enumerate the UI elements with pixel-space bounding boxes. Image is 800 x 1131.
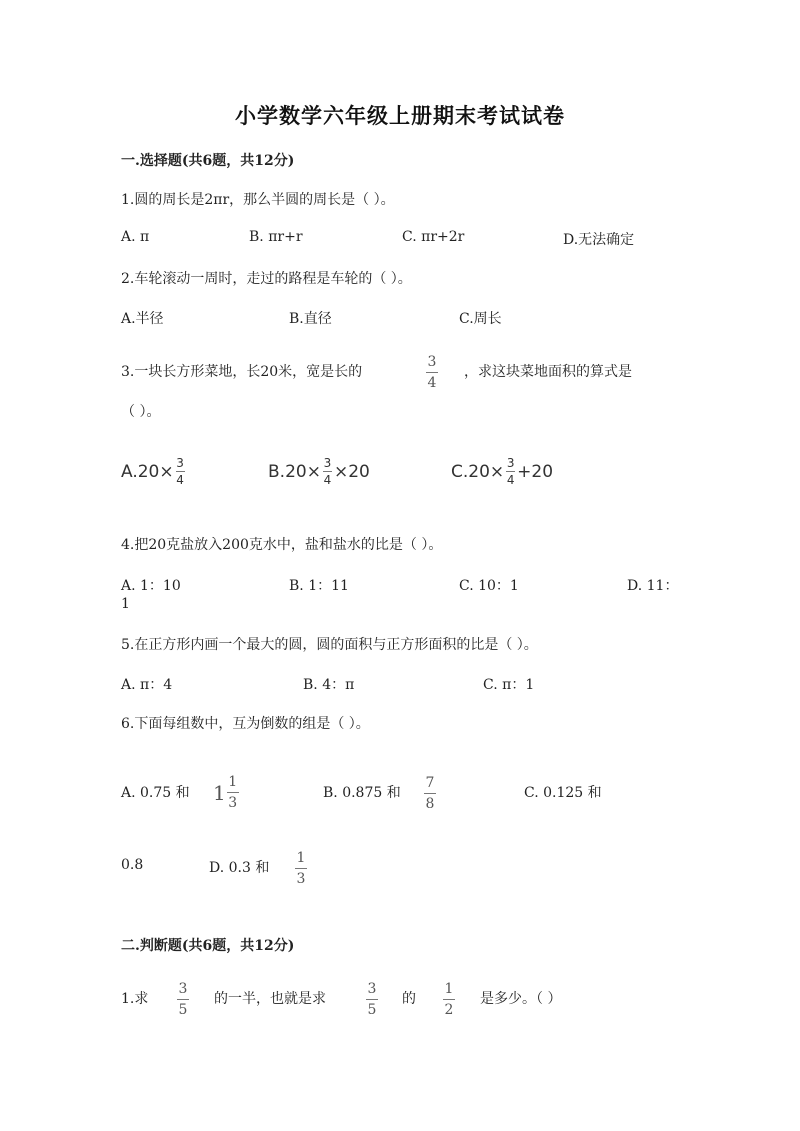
q2-option-c: C.周长 bbox=[459, 311, 502, 327]
fraction-bar bbox=[295, 868, 307, 869]
s2-q1-fraction-3 bbox=[443, 982, 455, 1017]
question-1-text: 1.圆的周长是2πr，那么半圆的周长是（ ）。 bbox=[121, 192, 395, 208]
fraction-denominator: 2 bbox=[444, 1002, 454, 1018]
fraction-numerator: 3 bbox=[427, 354, 437, 370]
fraction-numerator: 1 bbox=[444, 981, 454, 997]
fraction-denominator: 4 bbox=[506, 473, 515, 487]
fraction-numerator: 3 bbox=[367, 981, 377, 997]
fraction-bar bbox=[176, 471, 185, 472]
fraction-denominator: 3 bbox=[296, 871, 306, 887]
question-2-text: 2.车轮滚动一周时，走过的路程是车轮的（ ）。 bbox=[121, 271, 412, 287]
q3-option-a bbox=[121, 457, 187, 486]
question-5-text: 5.在正方形内画一个最大的圆，圆的面积与正方形面积的比是（ ）。 bbox=[121, 637, 538, 653]
q2-option-a: A.半径 bbox=[121, 311, 164, 327]
fraction-bar bbox=[323, 471, 332, 472]
q4-option-d: D. 11： bbox=[627, 578, 679, 594]
fraction-denominator: 4 bbox=[427, 375, 437, 391]
q5-option-b: B. 4：π bbox=[303, 677, 355, 693]
option-expression-pre: 20× bbox=[137, 461, 174, 482]
q6-option-a-text: A. 0.75 和 bbox=[121, 785, 190, 801]
option-fraction bbox=[506, 457, 515, 486]
section-heading-judgement: 二.判断题(共6题，共12分) bbox=[121, 938, 295, 954]
s2-question-1-mid2: 的 bbox=[402, 991, 416, 1007]
q6-option-b-text: B. 0.875 和 bbox=[323, 785, 401, 801]
fraction-bar bbox=[227, 792, 239, 793]
fraction-denominator: 5 bbox=[367, 1002, 377, 1018]
q1-option-c: C. πr+2r bbox=[402, 229, 465, 245]
q6-option-d-fraction bbox=[295, 851, 307, 886]
q5-option-c: C. π：1 bbox=[483, 677, 535, 693]
q1-option-a: A. π bbox=[121, 229, 150, 245]
fraction-bar bbox=[426, 372, 438, 373]
q3-option-b bbox=[268, 457, 370, 486]
q6-option-d-text: D. 0.3 和 bbox=[209, 860, 270, 876]
q4-option-b: B. 1：11 bbox=[289, 578, 349, 594]
fraction-bar bbox=[443, 999, 455, 1000]
q5-option-a: A. π：4 bbox=[121, 677, 173, 693]
q6-option-b-fraction bbox=[424, 776, 436, 811]
s2-q1-fraction-1 bbox=[177, 982, 189, 1017]
fraction-bar bbox=[424, 793, 436, 794]
option-expression-pre: 20× bbox=[468, 461, 505, 482]
q4-option-a: A. 1：10 bbox=[121, 578, 181, 594]
option-fraction bbox=[176, 457, 185, 486]
fraction-bar bbox=[506, 471, 515, 472]
q6-option-a-mixed-number bbox=[213, 775, 239, 810]
section-heading-choice: 一.选择题(共6题，共12分) bbox=[121, 153, 295, 169]
option-expression-post: +20 bbox=[517, 461, 554, 482]
question-3-text-after: ，求这块菜地面积的算式是 bbox=[464, 364, 632, 380]
s2-q1-fraction-2 bbox=[366, 982, 378, 1017]
q2-option-b: B.直径 bbox=[289, 311, 332, 327]
q6-option-c-wrap: 0.8 bbox=[121, 857, 144, 873]
question-4-text: 4.把20克盐放入200克水中，盐和盐水的比是（ ）。 bbox=[121, 537, 443, 553]
fraction-numerator: 3 bbox=[506, 456, 515, 470]
fraction-numerator: 3 bbox=[178, 981, 188, 997]
page-title: 小学数学六年级上册期末考试试卷 bbox=[235, 103, 565, 128]
question-6-text: 6.下面每组数中，互为倒数的组是（ ）。 bbox=[121, 716, 370, 732]
s2-question-1-suffix: 是多少。（ ） bbox=[480, 991, 562, 1007]
q4-option-c: C. 10：1 bbox=[459, 578, 519, 594]
q1-option-d: D.无法确定 bbox=[563, 232, 635, 248]
mixed-whole: 1 bbox=[213, 780, 226, 805]
q4-option-d-wrap: 1 bbox=[121, 596, 130, 612]
option-fraction bbox=[323, 457, 332, 486]
s2-question-1-prefix: 1.求 bbox=[121, 991, 149, 1007]
option-label: A. bbox=[121, 461, 138, 482]
fraction-bar bbox=[366, 999, 378, 1000]
fraction-numerator: 1 bbox=[228, 774, 238, 790]
s2-question-1-mid1: 的一半，也就是求 bbox=[214, 991, 326, 1007]
fraction-denominator: 5 bbox=[178, 1002, 188, 1018]
mixed-fraction bbox=[227, 775, 239, 810]
option-expression-pre: 20× bbox=[285, 461, 321, 482]
fraction-numerator: 3 bbox=[323, 456, 332, 470]
q3-option-c bbox=[451, 457, 553, 486]
option-label: B. bbox=[268, 461, 286, 482]
fraction-numerator: 1 bbox=[296, 850, 306, 866]
fraction-denominator: 4 bbox=[323, 473, 332, 487]
fraction-bar bbox=[177, 999, 189, 1000]
fraction-denominator: 4 bbox=[176, 473, 184, 487]
option-expression-post: ×20 bbox=[333, 461, 370, 482]
fraction-denominator: 8 bbox=[425, 796, 435, 812]
option-label: C. bbox=[451, 461, 469, 482]
q6-option-c-text: C. 0.125 和 bbox=[524, 785, 602, 801]
fraction-numerator: 7 bbox=[425, 775, 435, 791]
question-3-text-before: 3.一块长方形菜地，长20米，宽是长的 bbox=[121, 364, 363, 380]
fraction-numerator: 3 bbox=[176, 456, 184, 470]
q3-fraction bbox=[426, 355, 438, 390]
fraction-denominator: 3 bbox=[228, 795, 238, 811]
question-3-text-line2: （ ）。 bbox=[121, 404, 161, 420]
q1-option-b: B. πr+r bbox=[249, 229, 303, 245]
